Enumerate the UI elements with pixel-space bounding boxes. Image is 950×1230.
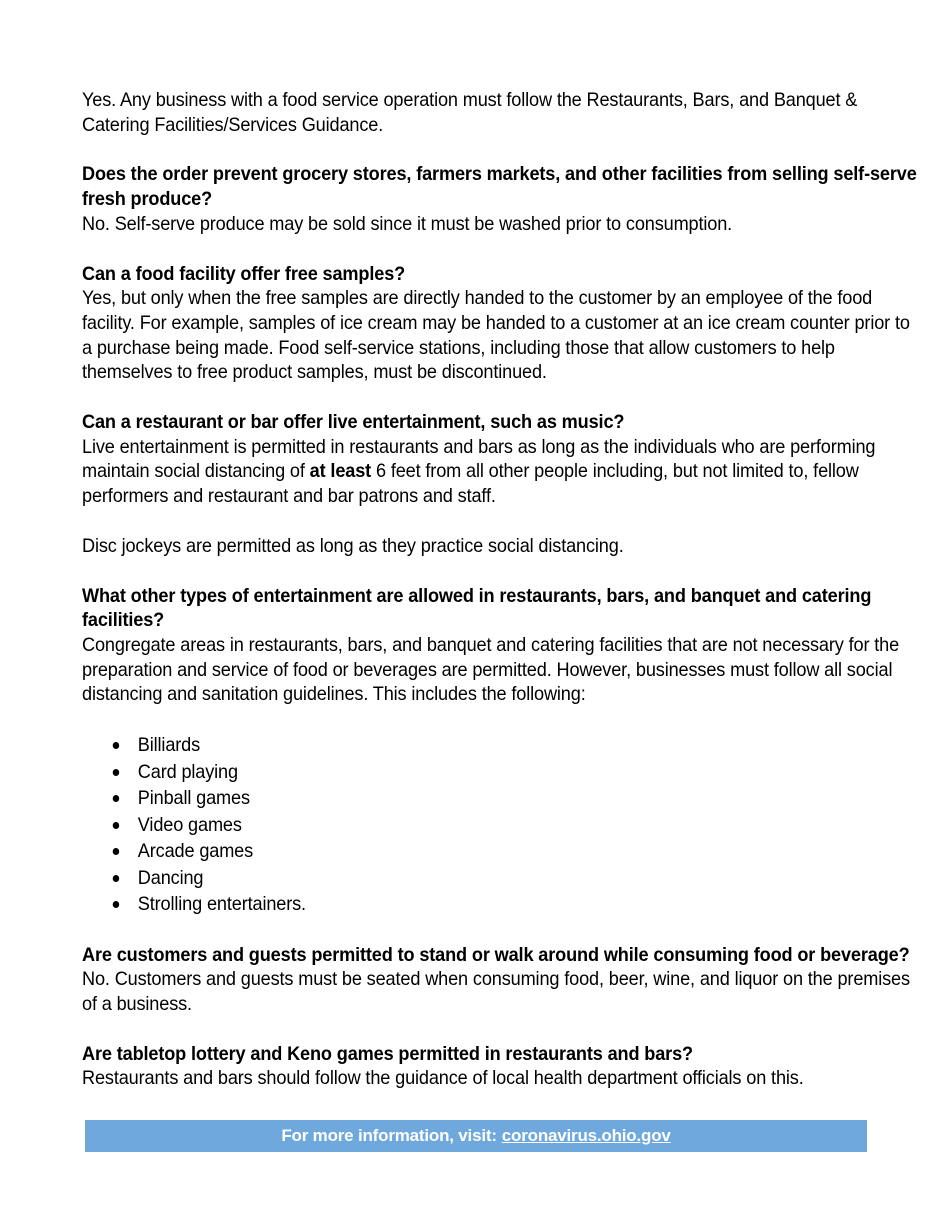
faq-extra: Disc jockeys are permitted as long as they practice social distancing.	[82, 534, 624, 557]
document-body	[82, 88, 924, 1091]
faq-answer: No. Self-serve produce may be sold since it must be washed prior to consumption.	[82, 212, 733, 235]
faq-question: What other types of entertainment are allowed in restaurants, bars, and banquet and catering facilities?	[82, 584, 872, 632]
list-item: Dancing	[82, 865, 924, 892]
answer-text: Live entertainment is permitted in restaurants and bars as long as the individuals who are performing maintain social distancing of	[82, 435, 876, 483]
faq-answer	[82, 435, 924, 509]
answer-emphasis: at least	[309, 460, 372, 483]
footer-link[interactable]: coronavirus.ohio.gov	[501, 1126, 671, 1145]
entertainment-list	[82, 732, 924, 918]
answer-text: 6 feet from all other people including, but not limited to, fellow performers and restaurant and bar patrons and staff.	[82, 460, 859, 508]
list-item: Arcade games	[82, 838, 924, 865]
faq-answer: No. Customers and guests must be seated when consuming food, beer, wine, and liquor on the premises of a business.	[82, 968, 910, 1015]
footer-banner	[85, 1120, 867, 1152]
faq-answer: Congregate areas in restaurants, bars, and banquet and catering facilities that are not necessary for the preparation and service of food or beverages are permitted. However, businesses must follow all social distancing and sanitation guidelines. This includes the following:	[82, 633, 900, 706]
intro-answer: Yes. Any business with a food service operation must follow the Restaurants, Bars, and Banquet & Catering Facilities/Services Guidance.	[82, 89, 858, 136]
list-item: Pinball games	[82, 785, 924, 812]
faq-question: Can a food facility offer free samples?	[82, 262, 406, 285]
faq-question: Are customers and guests permitted to stand or walk around while consuming food or beverage?	[82, 943, 910, 966]
faq-answer: Restaurants and bars should follow the guidance of local health department officials on this.	[82, 1067, 804, 1090]
footer-prefix: For more information, visit:	[281, 1126, 497, 1145]
list-item: Strolling entertainers.	[82, 891, 924, 918]
list-item: Card playing	[82, 759, 924, 786]
faq-question: Can a restaurant or bar offer live entertainment, such as music?	[82, 411, 625, 434]
faq-answer: Yes, but only when the free samples are directly handed to the customer by an employee of the food facility. For example, samples of ice cream may be handed to a customer at an ice cream counter prior to a purchase being made. Food self-service stations, including those that allow customers to help themselves to free product samples, must be discontinued.	[82, 287, 910, 384]
faq-question: Are tabletop lottery and Keno games permitted in restaurants and bars?	[82, 1042, 693, 1065]
list-item: Video games	[82, 812, 924, 839]
list-item: Billiards	[82, 732, 924, 759]
faq-question: Does the order prevent grocery stores, farmers markets, and other facilities from selling self-serve fresh produce?	[82, 163, 917, 211]
